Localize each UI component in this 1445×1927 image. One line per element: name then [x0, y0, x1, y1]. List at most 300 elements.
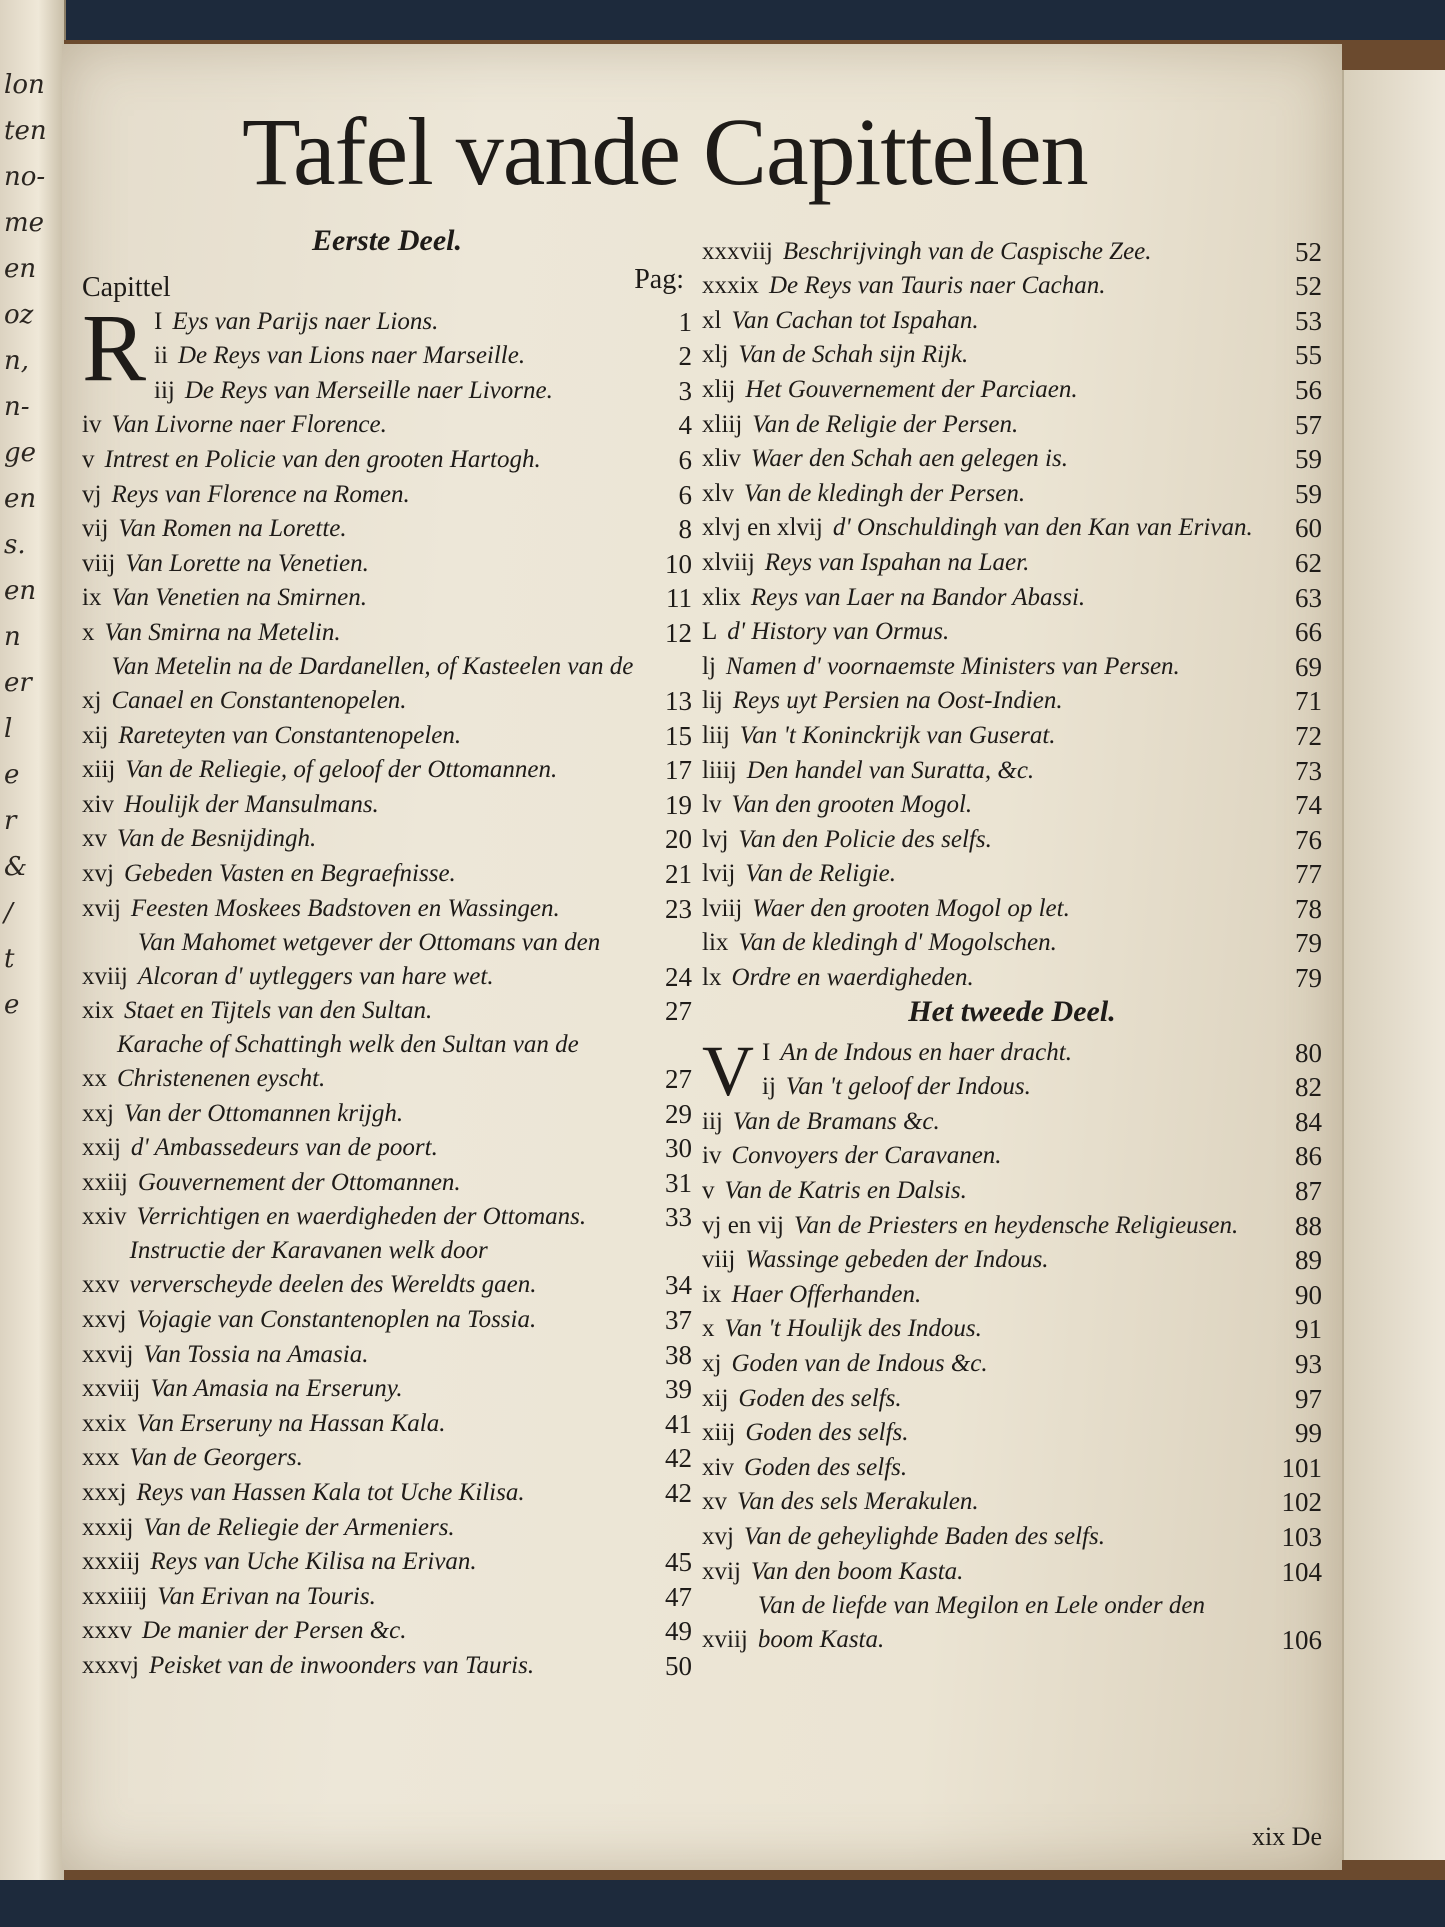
- chapter-title: Vojagie van Constantenoplen na Tossia.: [136, 1306, 537, 1334]
- page-number: 82: [1295, 1072, 1322, 1103]
- page-title: Tafel vande Capittelen: [242, 98, 1088, 205]
- page-number: 30: [665, 1133, 692, 1164]
- toc-entry: [702, 822, 1322, 857]
- toc-entry: [82, 1648, 692, 1683]
- chapter-number: ij: [762, 1073, 776, 1101]
- page-number: 45: [665, 1547, 692, 1578]
- page-number: 104: [1281, 1556, 1322, 1587]
- chapter-title: An de Indous en haer dracht.: [780, 1038, 1072, 1066]
- chapter-title: Haer Offerhanden.: [731, 1280, 922, 1308]
- chapter-number: ix: [702, 1280, 722, 1308]
- chapter-number: x: [702, 1315, 715, 1343]
- drop-cap: R: [82, 304, 147, 401]
- left-column: [82, 224, 692, 1683]
- chapter-number: liiij: [702, 756, 737, 784]
- page-number: 47: [665, 1581, 692, 1612]
- page-number: 106: [1281, 1624, 1322, 1655]
- toc-entry: [702, 1277, 1322, 1312]
- toc-entry: [82, 1614, 692, 1649]
- chapter-title: Van Amasia na Erseruny.: [150, 1375, 403, 1403]
- toc-entry: [762, 1035, 1322, 1070]
- chapter-label: Capittel: [82, 272, 171, 303]
- chapter-number: iij: [154, 376, 175, 404]
- chapter-number: xiv: [82, 790, 114, 818]
- page-number: 103: [1281, 1521, 1322, 1552]
- toc-entry: [82, 1234, 692, 1302]
- chapter-title: Wassinge gebeden der Indous.: [745, 1246, 1049, 1274]
- page-number: 91: [1295, 1314, 1322, 1345]
- toc-entry: [762, 1070, 1322, 1105]
- chapter-number: lj: [702, 652, 716, 680]
- chapter-number: xxiv: [82, 1203, 127, 1231]
- page-number: 10: [665, 548, 692, 579]
- chapter-title: Peisket van de inwoonders van Tauris.: [148, 1652, 535, 1679]
- chapter-number: vj en vij: [702, 1211, 784, 1239]
- chapter-title: Van Mahomet wetgever der Ottomans van den Alcoran d' uytleggers van hare wet.: [137, 928, 601, 990]
- chapter-number: xxx: [82, 1444, 120, 1472]
- page-number: 6: [678, 444, 692, 475]
- page-number: 21: [665, 858, 692, 889]
- chapter-title: Van Romen na Lorette.: [118, 515, 347, 543]
- toc-entry: [82, 1131, 692, 1166]
- chapter-number: xxxiiij: [82, 1582, 148, 1610]
- chapter-title: Van Venetien na Smirnen.: [111, 584, 367, 612]
- page-number: 79: [1295, 928, 1322, 959]
- chapter-number: xij: [702, 1384, 729, 1412]
- chapter-title: Van de Schah sijn Rijk.: [738, 341, 969, 369]
- chapter-number: xxxij: [82, 1513, 134, 1541]
- page-number: 79: [1295, 963, 1322, 994]
- toc-entry: [154, 339, 692, 374]
- previous-page-fragment: s.: [4, 530, 26, 560]
- chapter-number: xxv: [82, 1271, 120, 1299]
- previous-page-fragment: en: [4, 576, 37, 606]
- previous-page-fragment: t: [4, 944, 15, 974]
- toc-entry: [702, 718, 1322, 753]
- page-number: 8: [678, 514, 692, 545]
- toc-entry: [82, 787, 692, 822]
- previous-page-fragment: ten: [4, 116, 47, 146]
- toc-entry: [702, 1104, 1322, 1139]
- previous-page-fragment: lon: [4, 70, 45, 100]
- chapter-number: xliij: [702, 410, 743, 438]
- chapter-title: Van 't Koninckrijk van Guserat.: [739, 721, 1056, 749]
- toc-entry: [702, 1312, 1322, 1347]
- page-number: 63: [1295, 582, 1322, 613]
- chapter-title: De manier der Persen &c.: [142, 1617, 407, 1645]
- chapter-number: viij: [82, 549, 116, 577]
- page-number: 29: [665, 1098, 692, 1129]
- page-number: 71: [1295, 686, 1322, 717]
- toc-entry: [702, 511, 1322, 546]
- chapter-title: Ordre en waerdigheden.: [731, 964, 974, 992]
- catchword: xix De: [1251, 1822, 1322, 1851]
- page-number: 41: [665, 1408, 692, 1439]
- toc-entry: [82, 1372, 692, 1407]
- chapter-title: Van de Besnijdingh.: [117, 825, 317, 853]
- toc-entry: [82, 442, 692, 477]
- chapter-number: lij: [702, 687, 723, 715]
- page-number: 86: [1295, 1141, 1322, 1172]
- chapter-number: xlix: [702, 583, 741, 611]
- chapter-number: xv: [702, 1488, 727, 1516]
- chapter-title: Beschrijvingh van de Caspische Zee.: [782, 237, 1152, 265]
- chapter-number: xviij: [702, 1625, 748, 1653]
- previous-page-fragment: r: [4, 806, 17, 836]
- chapter-title: Verrichtigen en waerdigheden der Ottomans.: [136, 1203, 587, 1231]
- toc-entry: [82, 1406, 692, 1441]
- page-number: 3: [678, 375, 692, 406]
- chapter-title: Karache of Schattingh welk den Sultan van de Christenenen eyscht.: [117, 1031, 579, 1093]
- toc-entry: [702, 269, 1322, 304]
- chapter-title: Van de kledingh der Persen.: [743, 479, 1026, 507]
- page-number: 2: [678, 341, 692, 372]
- drop-cap-block: [82, 304, 692, 408]
- chapter-title: Den handel van Suratta, &c.: [746, 756, 1035, 784]
- background-band: [0, 1880, 1445, 1927]
- page-number: 24: [665, 961, 692, 992]
- chapter-number: xlviij: [702, 548, 755, 576]
- chapter-title: Van Erseruny na Hassan Kala.: [136, 1409, 446, 1437]
- page-number: 102: [1281, 1487, 1322, 1518]
- chapter-number: L: [702, 618, 718, 646]
- page-number: 90: [1295, 1279, 1322, 1310]
- chapter-number: xvij: [702, 1557, 741, 1585]
- chapter-title: De Reys van Tauris naer Cachan.: [768, 272, 1106, 300]
- toc-entry: [702, 1208, 1322, 1243]
- toc-entry: [82, 1441, 692, 1476]
- chapter-title: Waer den grooten Mogol op let.: [752, 894, 1070, 922]
- toc-entry: [702, 1485, 1322, 1520]
- chapter-title: De Reys van Lions naer Marseille.: [177, 342, 526, 370]
- page-number: 50: [665, 1651, 692, 1681]
- chapter-number: lvij: [702, 860, 736, 888]
- chapter-number: xxvij: [82, 1340, 134, 1368]
- page-number: 77: [1295, 859, 1322, 890]
- page-number: 59: [1295, 444, 1322, 475]
- toc-entry: [82, 1475, 692, 1510]
- toc-entry: [702, 788, 1322, 823]
- book-page: [62, 44, 1342, 1870]
- toc-entry: [82, 1028, 692, 1096]
- page-number: 74: [1295, 790, 1322, 821]
- toc-entry: [702, 1416, 1322, 1451]
- toc-entry: [702, 303, 1322, 338]
- toc-entry: [702, 891, 1322, 926]
- toc-entry: [702, 684, 1322, 719]
- toc-entry: [702, 1381, 1322, 1416]
- chapter-number: xx: [82, 1065, 107, 1093]
- column-header: [82, 264, 692, 304]
- toc-entry: [702, 1346, 1322, 1381]
- page-number: 97: [1295, 1383, 1322, 1414]
- chapter-number: x: [82, 618, 95, 646]
- page-number: 87: [1295, 1176, 1322, 1207]
- toc-entry: [702, 580, 1322, 615]
- page-number: 42: [665, 1443, 692, 1474]
- page-number: 17: [665, 755, 692, 786]
- page-number: 12: [665, 617, 692, 648]
- previous-page-fragment: en: [4, 484, 37, 514]
- toc-entry: [702, 753, 1322, 788]
- toc-entry: [702, 1554, 1322, 1589]
- chapter-title: Houlijk der Mansulmans.: [123, 790, 379, 818]
- chapter-number: xiij: [82, 756, 116, 784]
- toc-entry: [702, 476, 1322, 511]
- page-number: 73: [1295, 755, 1322, 786]
- toc-entry: [702, 234, 1322, 269]
- toc-entry: [82, 1510, 692, 1545]
- chapter-number: iv: [82, 411, 102, 439]
- toc-entry: [82, 1579, 692, 1614]
- chapter-number: xxxvj: [82, 1652, 139, 1679]
- toc-entry: [154, 304, 692, 339]
- page-number: 80: [1295, 1037, 1322, 1068]
- previous-page-fragment: n: [4, 622, 21, 652]
- toc-entry: [702, 1589, 1322, 1657]
- chapter-title: Van de Religie.: [745, 860, 896, 888]
- page-number: 60: [1295, 513, 1322, 544]
- page-number: 52: [1295, 236, 1322, 267]
- next-page-edge: [1342, 70, 1445, 1860]
- chapter-number: xxix: [82, 1409, 127, 1437]
- page-number: 33: [665, 1202, 692, 1233]
- toc-entry: [82, 650, 692, 718]
- page-number: 13: [665, 685, 692, 716]
- page-number: 19: [665, 789, 692, 820]
- chapter-title: Rareteyten van Constantenopelen.: [118, 721, 462, 749]
- chapter-title: Feesten Moskees Badstoven en Wassingen.: [130, 894, 560, 922]
- chapter-number: xj: [82, 686, 102, 714]
- chapter-title: d' History van Ormus.: [727, 618, 950, 646]
- chapter-title: Van de Reliegie, of geloof der Ottomannen.: [125, 756, 558, 784]
- toc-entry: [82, 926, 692, 994]
- chapter-title: Goden des selfs.: [738, 1384, 902, 1412]
- toc-entry: [702, 1243, 1322, 1278]
- chapter-number: vj: [82, 480, 102, 508]
- page-number: 84: [1295, 1106, 1322, 1137]
- chapter-number: ix: [82, 584, 102, 612]
- chapter-number: v: [82, 445, 95, 473]
- chapter-title: Convoyers der Caravanen.: [731, 1142, 1002, 1170]
- chapter-number: xj: [702, 1350, 722, 1377]
- toc-entry: [702, 960, 1322, 995]
- page-number: 101: [1281, 1452, 1322, 1483]
- chapter-number: xix: [82, 997, 114, 1025]
- toc-entry: [702, 545, 1322, 580]
- toc-entry: [702, 1139, 1322, 1174]
- toc-entry: [82, 581, 692, 616]
- toc-entry: [702, 649, 1322, 684]
- chapter-number: xxiij: [82, 1168, 128, 1196]
- page-number: 27: [665, 1064, 692, 1095]
- chapter-title: Waer den Schah aen gelegen is.: [750, 445, 1068, 473]
- section-heading-second: Het tweede Deel.: [908, 995, 1116, 1029]
- previous-page-edge: [0, 0, 66, 1880]
- chapter-title: Van de Priesters en heydensche Religieusen.: [793, 1211, 1239, 1239]
- chapter-number: lix: [702, 929, 729, 957]
- chapter-title: Reys van Hassen Kala tot Uche Kilisa.: [136, 1479, 525, 1507]
- section-heading-first: Eerste Deel.: [312, 224, 462, 257]
- right-column: [702, 234, 1322, 1657]
- page-number: 66: [1295, 617, 1322, 648]
- chapter-number: xxxv: [82, 1617, 132, 1645]
- page-number: 93: [1295, 1349, 1322, 1379]
- chapter-number: xiij: [702, 1419, 736, 1447]
- toc-entry: [82, 891, 692, 926]
- page-number: 78: [1295, 893, 1322, 924]
- toc-entry: [154, 373, 692, 408]
- chapter-title: Van Metelin na de Dardanellen, of Kasteelen van de Canael en Constantenopelen.: [111, 652, 634, 714]
- chapter-title: Van de Bramans &c.: [732, 1107, 940, 1135]
- chapter-number: xvj: [82, 859, 114, 887]
- chapter-number: I: [154, 307, 163, 335]
- page-number: 89: [1295, 1245, 1322, 1276]
- previous-page-fragment: &: [4, 852, 28, 882]
- chapter-title: Van Cachan tot Ispahan.: [731, 306, 979, 334]
- previous-page-fragment: me: [4, 208, 45, 238]
- chapter-title: Reys van Ispahan na Laer.: [764, 548, 1030, 576]
- page-number: 37: [665, 1305, 692, 1336]
- chapter-title: Reys uyt Persien na Oost-Indien.: [732, 687, 1063, 715]
- toc-entry: [702, 1173, 1322, 1208]
- toc-entry: [82, 1302, 692, 1337]
- page-number: 55: [1295, 340, 1322, 371]
- chapter-title: Het Gouvernement der Parciaen.: [745, 375, 1078, 403]
- page-number: 39: [665, 1374, 692, 1405]
- chapter-title: Van Tossia na Amasia.: [143, 1340, 369, 1368]
- toc-entry: [702, 407, 1322, 442]
- chapter-number: xxxj: [82, 1479, 127, 1507]
- chapter-number: v: [702, 1177, 715, 1205]
- page-label: Pag:: [634, 264, 684, 295]
- toc-entry: [82, 994, 692, 1029]
- previous-page-fragment: n,: [4, 346, 30, 376]
- chapter-title: Van Erivan na Touris.: [157, 1582, 376, 1610]
- chapter-title: Van de Georgers.: [129, 1444, 303, 1472]
- chapter-title: Instructie der Karavanen welk door ververscheyde deelen des Wereldts gaen.: [129, 1237, 537, 1299]
- chapter-number: lvj: [702, 825, 729, 853]
- chapter-title: Intrest en Policie van den grooten Hartogh.: [104, 445, 541, 473]
- page-number: 57: [1295, 409, 1322, 440]
- page-number: 23: [665, 893, 692, 924]
- toc-entry: [82, 477, 692, 512]
- chapter-number: I: [762, 1038, 771, 1066]
- page-number: 76: [1295, 824, 1322, 855]
- drop-cap-block-second: [702, 1035, 1322, 1104]
- chapter-number: viij: [702, 1246, 736, 1274]
- page-number: 49: [665, 1616, 692, 1647]
- chapter-number: xvij: [82, 894, 121, 922]
- chapter-number: xl: [702, 306, 722, 334]
- chapter-number: xlvj en xlvij: [702, 514, 823, 542]
- chapter-number: lx: [702, 964, 722, 992]
- toc-entry: [702, 372, 1322, 407]
- chapter-title: d' Ambassedeurs van de poort.: [130, 1134, 438, 1162]
- toc-entry: [82, 1096, 692, 1131]
- chapter-number: xxxiij: [82, 1548, 141, 1576]
- chapter-title: Van de geheylighde Baden des selfs.: [743, 1522, 1105, 1550]
- chapter-title: Van den boom Kasta.: [750, 1557, 964, 1585]
- toc-entry: [82, 512, 692, 547]
- drop-cap-second: V: [702, 1035, 754, 1105]
- chapter-number: xxij: [82, 1134, 121, 1162]
- chapter-title: Goden van de Indous &c.: [731, 1350, 988, 1377]
- chapter-title: Van 't Houlijk des Indous.: [724, 1315, 982, 1343]
- toc-entry: [82, 1200, 692, 1235]
- toc-entry: [82, 856, 692, 891]
- toc-entry: [82, 546, 692, 581]
- page-number: 6: [678, 479, 692, 510]
- previous-page-fragment: /: [4, 898, 13, 928]
- toc-entry: [82, 1337, 692, 1372]
- chapter-title: Van de Katris en Dalsis.: [724, 1177, 967, 1205]
- chapter-title: Goden des selfs.: [745, 1419, 909, 1447]
- page-number: 4: [678, 410, 692, 441]
- toc-entry: [82, 718, 692, 753]
- chapter-title: Van de Reliegie der Armeniers.: [143, 1513, 455, 1541]
- page-number: 59: [1295, 478, 1322, 509]
- chapter-number: xlj: [702, 341, 729, 369]
- previous-page-fragment: er: [4, 668, 32, 698]
- previous-page-fragment: en: [4, 254, 37, 284]
- chapter-number: xxxix: [702, 272, 759, 300]
- chapter-title: Staet en Tijtels van den Sultan.: [123, 997, 433, 1025]
- page-number: 34: [665, 1270, 692, 1301]
- chapter-title: Van de kledingh d' Mogolschen.: [738, 929, 1057, 957]
- page-number: 27: [665, 996, 692, 1027]
- page-number: 56: [1295, 374, 1322, 405]
- chapter-title: Van de Religie der Persen.: [752, 410, 1019, 438]
- toc-entry: [82, 615, 692, 650]
- chapter-number: xxvj: [82, 1306, 127, 1334]
- page-number: 62: [1295, 547, 1322, 578]
- previous-page-fragment: no-: [4, 162, 46, 192]
- chapter-number: xiv: [702, 1453, 734, 1481]
- chapter-title: Van der Ottomannen krijgh.: [123, 1099, 404, 1127]
- chapter-title: Reys van Laer na Bandor Abassi.: [750, 583, 1086, 611]
- chapter-number: xviij: [82, 962, 128, 990]
- page-number: 20: [665, 824, 692, 855]
- chapter-title: De Reys van Merseille naer Livorne.: [184, 376, 553, 404]
- page-number: 38: [665, 1339, 692, 1370]
- page-number: 69: [1295, 651, 1322, 682]
- chapter-number: lv: [702, 791, 722, 819]
- chapter-title: Namen d' voornaemste Ministers van Persen.: [725, 652, 1180, 680]
- chapter-number: iij: [702, 1107, 723, 1135]
- previous-page-fragment: l: [4, 714, 13, 744]
- chapter-number: xxviij: [82, 1375, 141, 1403]
- toc-entry: [702, 442, 1322, 477]
- chapter-number: xvj: [702, 1522, 734, 1550]
- toc-entry: [702, 857, 1322, 892]
- chapter-number: ii: [154, 342, 168, 370]
- toc-entry: [702, 1519, 1322, 1554]
- previous-page-fragment: e: [4, 990, 20, 1020]
- page-number: 31: [665, 1167, 692, 1198]
- page-number: 99: [1295, 1418, 1322, 1449]
- toc-entry: [82, 753, 692, 788]
- page-number: 42: [665, 1478, 692, 1509]
- chapter-number: liij: [702, 721, 730, 749]
- chapter-title: Goden des selfs.: [743, 1453, 908, 1481]
- chapter-title: Van de liefde van Megilon en Lele onder den boom Kasta.: [757, 1591, 1205, 1653]
- page-number: 1: [678, 306, 692, 337]
- chapter-title: Reys van Uche Kilisa na Erivan.: [150, 1548, 477, 1576]
- previous-page-fragment: e: [4, 760, 20, 790]
- toc-entry: [82, 408, 692, 443]
- chapter-title: Van Smirna na Metelin.: [104, 618, 341, 646]
